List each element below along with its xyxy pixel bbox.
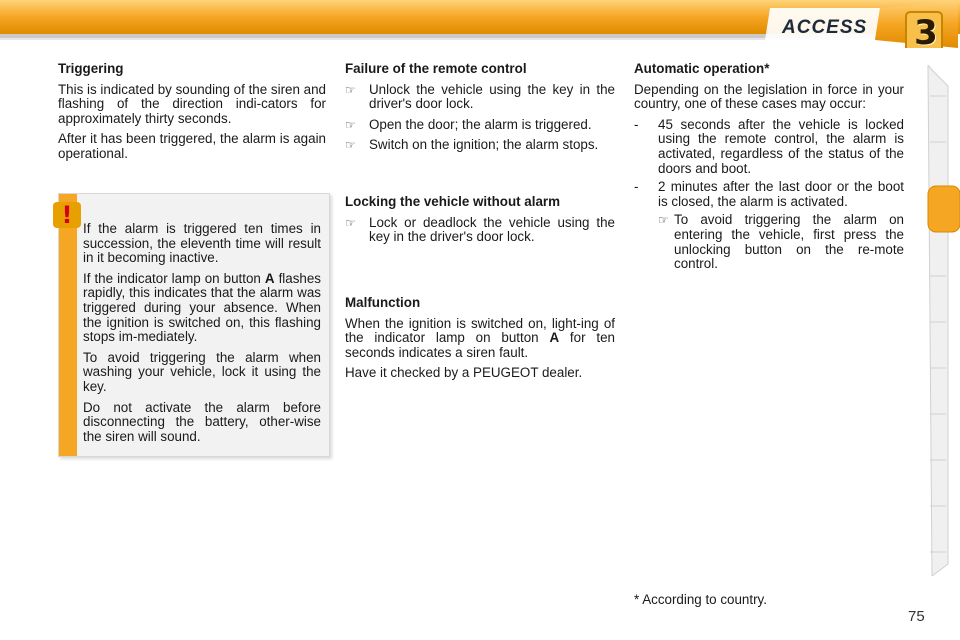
- warning-paragraph-3: To avoid triggering the alarm when washing your vehicle, lock it using the key.: [83, 349, 321, 394]
- pointing-hand-icon: ☞: [345, 82, 356, 97]
- list-item: ☞ To avoid triggering the alarm on entering the vehicle, first press the unlocking button on the re-mote control.: [658, 212, 904, 272]
- column-malfunction: [345, 296, 615, 387]
- pointing-hand-icon: ☞: [345, 138, 356, 153]
- paragraph-automatic-intro: Depending on the legislation in force in your country, one of these cases may occur:: [634, 81, 904, 112]
- paragraph-malfunction-2: Have it checked by a PEUGEOT dealer.: [345, 365, 583, 381]
- list-item: - 2 minutes after the last door or the boot is closed, the alarm is activated.: [634, 179, 904, 209]
- paragraph-triggering-2: After it has been triggered, the alarm is again operational.: [58, 131, 326, 161]
- heading-locking-without-alarm: Locking the vehicle without alarm: [345, 194, 561, 209]
- warning-paragraph-2: If the indicator lamp on button A flashes rapidly, this indicates that the alarm was triggered during your absence. When the ignition is switched on, this flashing stops im-mediately.: [83, 270, 321, 345]
- warning-stripe: [59, 194, 77, 456]
- list-item: ☞ Lock or deadlock the vehicle using the key in the driver's door lock.: [345, 214, 615, 245]
- dash-icon: -: [634, 116, 639, 132]
- chapter-title: ACCESS: [782, 17, 868, 38]
- pointing-hand-icon: ☞: [658, 213, 669, 228]
- list-item: - 45 seconds after the vehicle is locked using the remote control, the alarm is activated, regardless of the status of the doors and boot.: [634, 116, 904, 176]
- list-item: ☞ Switch on the ignition; the alarm stops.: [345, 137, 599, 153]
- heading-triggering: Triggering: [58, 61, 124, 76]
- header-banner: [0, 0, 960, 48]
- page-number: 75: [908, 608, 925, 625]
- paragraph-triggering-1: This is indicated by sounding of the siren and flashing of the direction indi-cators for approximately thirty seconds.: [58, 81, 326, 126]
- button-a-label: A: [264, 270, 275, 286]
- column-locking: [345, 195, 615, 251]
- list-item: ☞ Unlock the vehicle using the key in the driver's door lock.: [345, 81, 615, 112]
- paragraph-malfunction-1: When the ignition is switched on, light-ing of the indicator lamp on button A for ten seconds indicates a siren fault.: [345, 315, 615, 360]
- heading-automatic-operation: Automatic operation*: [634, 61, 770, 76]
- warning-text: [83, 222, 321, 450]
- side-tabs-graphic: [926, 64, 960, 576]
- column-triggering: [58, 62, 326, 168]
- footnote: * According to country.: [634, 592, 767, 607]
- dash-icon: -: [634, 179, 639, 195]
- warning-paragraph-1: If the alarm is triggered ten times in succession, the eleventh time will result in it becoming inactive.: [83, 221, 321, 266]
- warning-paragraph-4: Do not activate the alarm before disconnecting the battery, other-wise the siren will sound.: [83, 399, 321, 444]
- chapter-side-tabs: [926, 64, 960, 576]
- chapter-number: 3: [914, 13, 938, 48]
- button-a-label: A: [549, 330, 560, 346]
- list-item: ☞ Open the door; the alarm is triggered.: [345, 116, 592, 132]
- heading-failure-remote: Failure of the remote control: [345, 61, 527, 76]
- warning-box: [58, 193, 330, 457]
- column-automatic-operation: [634, 62, 904, 276]
- column-remote-failure: [345, 62, 615, 159]
- heading-malfunction: Malfunction: [345, 295, 421, 310]
- pointing-hand-icon: ☞: [345, 117, 356, 132]
- pointing-hand-icon: ☞: [345, 215, 356, 230]
- exclamation-icon: !: [53, 202, 81, 228]
